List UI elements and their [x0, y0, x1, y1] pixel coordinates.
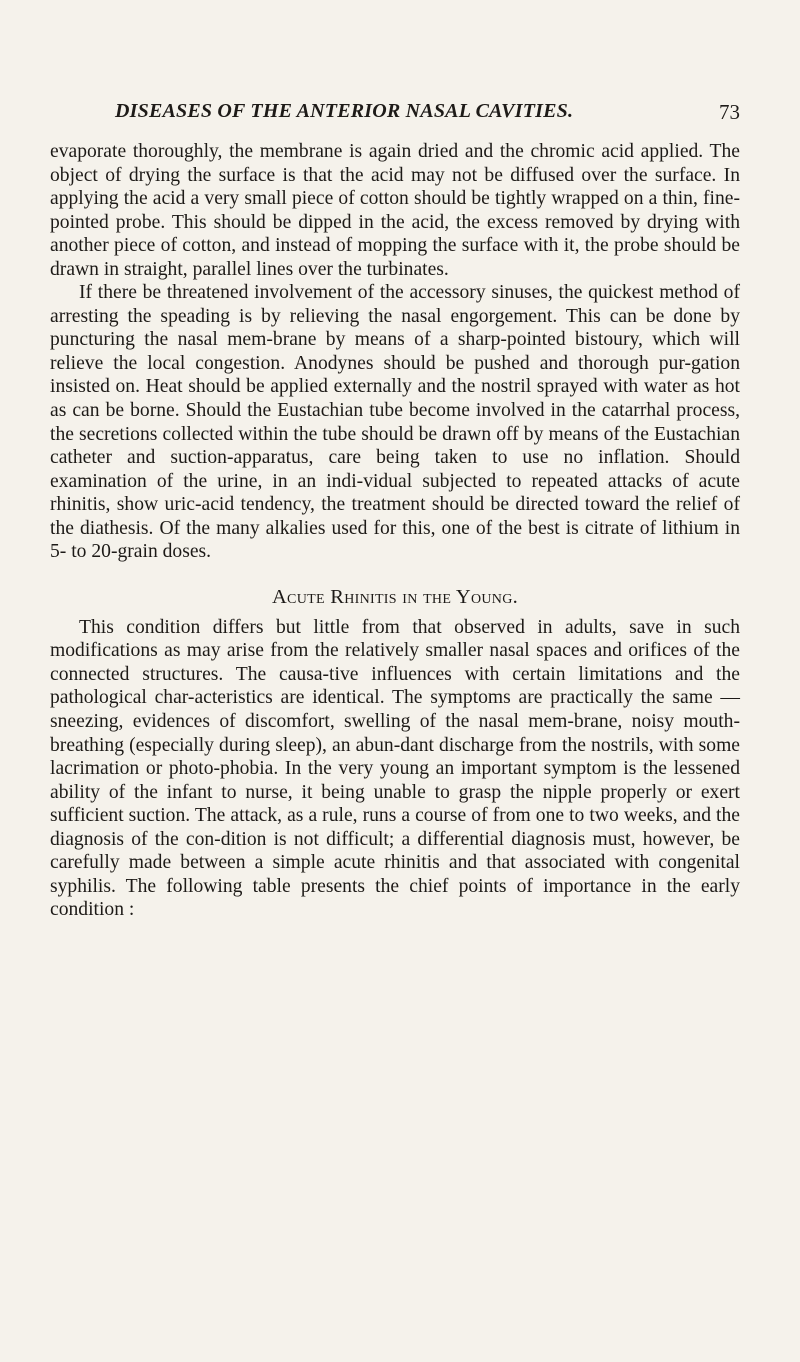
paragraph-3: This condition differs but little from that observed in adults, save in such modifications as may arise from the relatively smaller nasal spaces and orifices of the connected structures. The causa-tive influences with certain limitations and the pathological char-acteristics are identical. The symptoms are practically the same —sneezing, evidences of discomfort, swelling of the nasal mem-brane, noisy mouth-breathing (especially during sleep), an abun-dant discharge from the nostrils, with some lacrimation or photo-phobia. In the very young an important symptom is the lessened ability of the infant to nurse, it being unable to grasp the nipple properly or exert sufficient suction. The attack, as a rule, runs a course of from one to two weeks, and the diagnosis of the con-dition is not difficult; a differential diagnosis must, however, be carefully made between a simple acute rhinitis and that associated with congenital syphilis. The following table presents the chief points of importance in the early condition : — [50, 616, 740, 921]
body-text — [50, 140, 740, 922]
section-heading: Acute Rhinitis in the Young. — [271, 585, 519, 608]
page-number: 73 — [719, 100, 740, 124]
running-title: DISEASES OF THE ANTERIOR NASAL CAVITIES. — [115, 100, 574, 122]
paragraph-1: evaporate thoroughly, the membrane is again dried and the chromic acid applied. The object of drying the surface is that the acid may not be diffused over the surface. In applying the acid a very small piece of cotton should be tightly wrapped on a thin, fine-pointed probe. This should be dipped in the acid, the excess removed by drying with another piece of cotton, and instead of mopping the surface with it, the probe should be drawn in straight, parallel lines over the turbinates. — [50, 141, 740, 280]
running-head — [115, 100, 740, 130]
paragraph-2: If there be threatened involvement of the accessory sinuses, the quickest method of arresting the speading is by relieving the nasal engorgement. This can be done by puncturing the nasal mem-brane by means of a sharp-pointed bistoury, which will relieve the local congestion. Anodynes should be pushed and thorough pur-gation insisted on. Heat should be applied externally and the nostril sprayed with water as hot as can be borne. Should the Eustachian tube become involved in the catarrhal process, the secretions collected within the tube should be drawn off by means of the Eustachian catheter and suction-apparatus, care being taken to use no inflation. Should examination of the urine, in an indi-vidual subjected to repeated attacks of acute rhinitis, show uric-acid tendency, the treatment should be directed toward the relief of the diathesis. Of the many alkalies used for this, one of the best is citrate of lithium in 5- to 20-grain doses. — [50, 282, 740, 563]
